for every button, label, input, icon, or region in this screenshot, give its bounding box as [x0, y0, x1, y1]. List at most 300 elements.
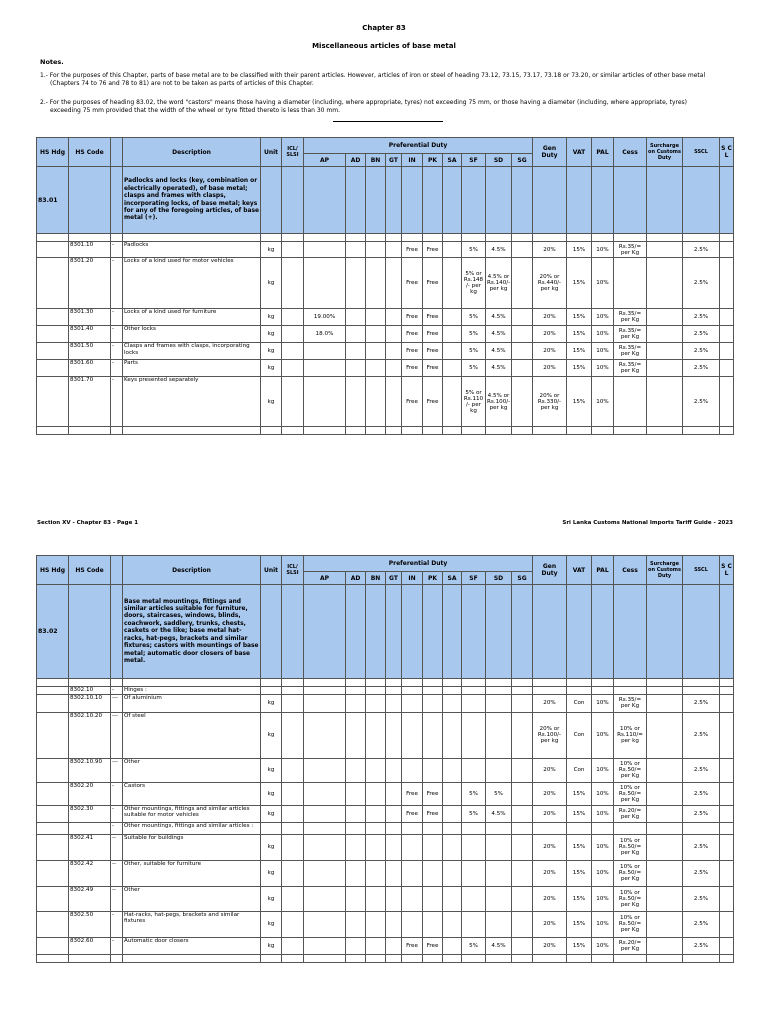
- dash-level: -: [111, 377, 123, 427]
- bn-duty: [366, 911, 386, 937]
- hs-hdg-cell: [37, 834, 69, 860]
- spacer-cell: [486, 679, 512, 687]
- ap-header: AP: [304, 154, 346, 167]
- gen-duty: 20%: [533, 860, 567, 886]
- sd-duty: [486, 886, 512, 911]
- header-row-1: [37, 138, 734, 154]
- pal: 10%: [592, 360, 614, 377]
- bn-duty: [366, 242, 386, 258]
- heading-empty-cell: [683, 167, 720, 234]
- in-duty: Free: [402, 937, 423, 954]
- ad-header: AD: [346, 154, 366, 167]
- unit: kg: [261, 309, 282, 326]
- item-description: Hat-racks, hat-pegs, brackets and similar fixtures: [123, 911, 261, 937]
- hs-hdg-cell: [37, 911, 69, 937]
- pk-duty: Free: [423, 360, 443, 377]
- hs-hdg-cell: [37, 687, 69, 695]
- sa-duty: [443, 309, 462, 326]
- gt-header: GT: [386, 572, 402, 585]
- surcharge: [647, 258, 683, 309]
- spacer-cell: [111, 679, 123, 687]
- icl-slsi: [282, 860, 304, 886]
- vat: 15%: [567, 937, 592, 954]
- table-row: [37, 822, 734, 834]
- heading-empty-cell: [423, 167, 443, 234]
- sg-duty: [512, 822, 533, 834]
- heading-empty-cell: [533, 167, 567, 234]
- hs-hdg-cell: [37, 694, 69, 712]
- dash-level: --: [111, 860, 123, 886]
- sscl: 2.5%: [683, 712, 720, 758]
- description-header: Description: [123, 138, 261, 167]
- pk-duty: Free: [423, 242, 443, 258]
- spacer-cell: [346, 234, 366, 242]
- vat: 15%: [567, 343, 592, 360]
- ap-duty: [304, 242, 346, 258]
- ad-duty: [346, 937, 366, 954]
- spacer-cell: [282, 427, 304, 435]
- ad-duty: [346, 687, 366, 695]
- sd-duty: 4.5%: [486, 937, 512, 954]
- surcharge: [647, 758, 683, 782]
- unit: kg: [261, 911, 282, 937]
- spacer-cell: [386, 427, 402, 435]
- surcharge: [647, 309, 683, 326]
- icl-slsi: [282, 782, 304, 805]
- spacer-row: [37, 679, 734, 687]
- item-description: Locks of a kind used for motor vehicles: [123, 258, 261, 309]
- ad-duty: [346, 242, 366, 258]
- sa-duty: [443, 360, 462, 377]
- dash-level: --: [111, 834, 123, 860]
- sg-duty: [512, 782, 533, 805]
- hs-hdg-cell: [37, 326, 69, 343]
- sg-duty: [512, 242, 533, 258]
- sf-duty: [462, 860, 486, 886]
- unit: kg: [261, 860, 282, 886]
- bn-duty: [366, 712, 386, 758]
- sf-duty: [462, 822, 486, 834]
- heading-empty-cell: [533, 585, 567, 679]
- hs-hdg-cell: [37, 886, 69, 911]
- sg-duty: [512, 886, 533, 911]
- table-row: [37, 782, 734, 805]
- item-description: Hinges :: [123, 687, 261, 695]
- icl-slsi: [282, 360, 304, 377]
- item-description: Locks of a kind used for furniture: [123, 309, 261, 326]
- pk-duty: Free: [423, 258, 443, 309]
- gt-duty: [386, 937, 402, 954]
- dash-level: ---: [111, 712, 123, 758]
- sf-duty: 5%: [462, 309, 486, 326]
- item-description: Other: [123, 886, 261, 911]
- gt-duty: [386, 309, 402, 326]
- heading-description: Base metal mountings, fittings and similar articles suitable for furniture, doors, staircases, windows, blinds, coachwork, saddlery, trunks, chests, caskets or the like; base metal hat-racks, hat-pegs, brackets and similar fixtures; castors with mountings of base metal; automatic door closers of base metal.: [123, 585, 261, 679]
- spacer-cell: [512, 234, 533, 242]
- hs-hdg-cell: [37, 343, 69, 360]
- unit: kg: [261, 834, 282, 860]
- cess: [614, 822, 647, 834]
- sg-duty: [512, 937, 533, 954]
- end-spacer-row: [37, 427, 734, 435]
- hs-code-header: HS Code: [69, 556, 111, 585]
- sa-duty: [443, 687, 462, 695]
- spacer-cell: [304, 954, 346, 962]
- hs-code: 8302.50: [69, 911, 111, 937]
- dash-level: -: [111, 360, 123, 377]
- gen-duty: 20% or Rs.440/- per kg: [533, 258, 567, 309]
- sa-duty: [443, 758, 462, 782]
- table-row: [37, 242, 734, 258]
- sa-duty: [443, 860, 462, 886]
- cess-header: Cess: [614, 556, 647, 585]
- vat: 15%: [567, 377, 592, 427]
- table-heading-row: [37, 585, 734, 687]
- sa-header: SA: [443, 154, 462, 167]
- unit: kg: [261, 886, 282, 911]
- pal: 10%: [592, 694, 614, 712]
- spacer-cell: [592, 679, 614, 687]
- pal: 10%: [592, 860, 614, 886]
- sd-duty: [486, 758, 512, 782]
- heading-empty-cell: [614, 167, 647, 234]
- table-row: [37, 326, 734, 343]
- scl: [720, 758, 734, 782]
- ap-duty: [304, 712, 346, 758]
- table-header: [37, 556, 734, 585]
- vat: [567, 822, 592, 834]
- sd-duty: [486, 822, 512, 834]
- gen-duty: 20%: [533, 343, 567, 360]
- description-header: Description: [123, 556, 261, 585]
- spacer-cell: [720, 679, 734, 687]
- sf-duty: [462, 687, 486, 695]
- sd-duty: 4.5%: [486, 805, 512, 822]
- pal: 10%: [592, 805, 614, 822]
- hs-hdg-cell: [37, 758, 69, 782]
- vat: 15%: [567, 309, 592, 326]
- hs-code: 8302.41: [69, 834, 111, 860]
- hs-code: 8302.49: [69, 886, 111, 911]
- sa-duty: [443, 694, 462, 712]
- table-row: [37, 805, 734, 822]
- scl: [720, 782, 734, 805]
- note-1-line-1: 1.- For the purposes of this Chapter, parts of base metal are to be classified with their parent articles. However, articles of iron or steel of heading 73.12, 73.15, 73.17, 73.18 or 73.20, or similar articles of other base metal: [40, 72, 706, 79]
- surcharge-header: Surcharge on Customs Duty: [647, 556, 683, 585]
- hs-code: 8301.50: [69, 343, 111, 360]
- spacer-cell: [111, 427, 123, 435]
- pal: 10%: [592, 326, 614, 343]
- scl: [720, 937, 734, 954]
- sd-duty: [486, 687, 512, 695]
- unit: kg: [261, 360, 282, 377]
- bn-duty: [366, 258, 386, 309]
- spacer-cell: [567, 234, 592, 242]
- sf-duty: 5%: [462, 360, 486, 377]
- hs-code: 8301.10: [69, 242, 111, 258]
- bn-duty: [366, 860, 386, 886]
- ad-duty: [346, 360, 366, 377]
- gt-duty: [386, 886, 402, 911]
- preferential-duty-header: Preferential Duty: [304, 556, 533, 572]
- heading-code-cell: [69, 167, 111, 234]
- unit: kg: [261, 712, 282, 758]
- heading-empty-cell: [282, 167, 304, 234]
- icl-slsi: [282, 937, 304, 954]
- bn-duty: [366, 822, 386, 834]
- table-row: [37, 886, 734, 911]
- heading-empty-cell: [720, 585, 734, 679]
- heading-empty-cell: [443, 585, 462, 679]
- gen-duty: 20%: [533, 782, 567, 805]
- sscl: 2.5%: [683, 360, 720, 377]
- pk-duty: Free: [423, 805, 443, 822]
- spacer-cell: [366, 234, 386, 242]
- ad-duty: [346, 834, 366, 860]
- spacer-cell: [567, 679, 592, 687]
- sscl: 2.5%: [683, 834, 720, 860]
- spacer-cell: [592, 954, 614, 962]
- ap-header: AP: [304, 572, 346, 585]
- pk-duty: [423, 712, 443, 758]
- spacer-cell: [443, 679, 462, 687]
- spacer-cell: [261, 954, 282, 962]
- hs-hdg-cell: [37, 242, 69, 258]
- table-row: [37, 360, 734, 377]
- spacer-cell: [111, 954, 123, 962]
- spacer-cell: [423, 679, 443, 687]
- ad-duty: [346, 309, 366, 326]
- spacer-cell: [592, 234, 614, 242]
- sscl: [683, 822, 720, 834]
- pk-duty: Free: [423, 343, 443, 360]
- surcharge: [647, 911, 683, 937]
- sg-duty: [512, 687, 533, 695]
- vat: 15%: [567, 911, 592, 937]
- hs-code: 8302.30: [69, 805, 111, 822]
- bn-duty: [366, 758, 386, 782]
- cess: Rs.20/= per Kg: [614, 937, 647, 954]
- ad-duty: [346, 886, 366, 911]
- scl: [720, 834, 734, 860]
- spacer-cell: [123, 679, 261, 687]
- sg-duty: [512, 258, 533, 309]
- heading-empty-cell: [304, 585, 346, 679]
- dash-level: -: [111, 782, 123, 805]
- sscl-header: SSCL: [683, 556, 720, 585]
- hs-hdg-cell: [37, 805, 69, 822]
- in-duty: [402, 694, 423, 712]
- surcharge: [647, 694, 683, 712]
- unit: [261, 822, 282, 834]
- in-header: IN: [402, 154, 423, 167]
- gt-duty: [386, 258, 402, 309]
- sf-duty: [462, 712, 486, 758]
- heading-empty-cell: [346, 585, 366, 679]
- sd-duty: [486, 712, 512, 758]
- spacer-cell: [720, 954, 734, 962]
- hs-hdg-cell: [37, 937, 69, 954]
- spacer-cell: [111, 234, 123, 242]
- bn-duty: [366, 309, 386, 326]
- gen-duty-header: Gen Duty: [533, 138, 567, 167]
- cess: Rs.35/= per Kg: [614, 242, 647, 258]
- surcharge: [647, 242, 683, 258]
- in-duty: Free: [402, 242, 423, 258]
- scl: [720, 687, 734, 695]
- dash-level: -: [111, 242, 123, 258]
- ad-duty: [346, 782, 366, 805]
- sa-duty: [443, 343, 462, 360]
- gt-duty: [386, 377, 402, 427]
- vat: 15%: [567, 782, 592, 805]
- spacer-cell: [720, 427, 734, 435]
- heading-number: 83.01: [37, 167, 69, 234]
- gen-duty: 20%: [533, 805, 567, 822]
- sd-duty: [486, 860, 512, 886]
- heading-empty-cell: [366, 585, 386, 679]
- in-duty: Free: [402, 805, 423, 822]
- heading-empty-cell: [592, 585, 614, 679]
- in-duty: Free: [402, 258, 423, 309]
- dash-level: ---: [111, 694, 123, 712]
- ap-duty: [304, 694, 346, 712]
- dash-level: -: [111, 258, 123, 309]
- pal: 10%: [592, 242, 614, 258]
- table-row: [37, 911, 734, 937]
- spacer-cell: [462, 954, 486, 962]
- sf-duty: 5%: [462, 782, 486, 805]
- dash-level: -: [111, 822, 123, 834]
- hs-code-header: HS Code: [69, 138, 111, 167]
- heading-empty-cell: [366, 167, 386, 234]
- gen-duty: [533, 687, 567, 695]
- pk-duty: [423, 687, 443, 695]
- surcharge: [647, 937, 683, 954]
- gt-duty: [386, 834, 402, 860]
- bn-duty: [366, 805, 386, 822]
- sa-duty: [443, 712, 462, 758]
- cess: Rs.35/= per Kg: [614, 360, 647, 377]
- ad-duty: [346, 326, 366, 343]
- vat: 15%: [567, 805, 592, 822]
- unit: kg: [261, 937, 282, 954]
- surcharge-header: Surcharge on Customs Duty: [647, 138, 683, 167]
- in-duty: [402, 712, 423, 758]
- cess: 10% or Rs.50/= per Kg: [614, 834, 647, 860]
- sd-duty: [486, 911, 512, 937]
- spacer-cell: [69, 427, 111, 435]
- sg-header: SG: [512, 154, 533, 167]
- spacer-cell: [123, 427, 261, 435]
- dash-level: -: [111, 343, 123, 360]
- sa-duty: [443, 886, 462, 911]
- heading-empty-cell: [386, 167, 402, 234]
- ap-duty: [304, 822, 346, 834]
- spacer-cell: [69, 954, 111, 962]
- spacer-cell: [282, 954, 304, 962]
- sf-header: SF: [462, 572, 486, 585]
- icl-slsi-header: ICL/ SLSI: [282, 138, 304, 167]
- spacer-cell: [346, 427, 366, 435]
- sg-duty: [512, 309, 533, 326]
- vat: 15%: [567, 860, 592, 886]
- pk-header: PK: [423, 572, 443, 585]
- pk-duty: Free: [423, 782, 443, 805]
- item-description: Of aluminium: [123, 694, 261, 712]
- unit: kg: [261, 758, 282, 782]
- vat: [567, 687, 592, 695]
- vat: 15%: [567, 258, 592, 309]
- unit: kg: [261, 377, 282, 427]
- sd-duty: 4.5% or Rs.100/- per kg: [486, 377, 512, 427]
- dash-level: ---: [111, 758, 123, 782]
- hs-code: 8301.60: [69, 360, 111, 377]
- icl-slsi: [282, 694, 304, 712]
- dash-level: -: [111, 326, 123, 343]
- hs-code: [69, 822, 111, 834]
- table-row: [37, 687, 734, 695]
- spacer-cell: [567, 427, 592, 435]
- ad-duty: [346, 343, 366, 360]
- surcharge: [647, 886, 683, 911]
- sf-duty: [462, 758, 486, 782]
- icl-slsi: [282, 822, 304, 834]
- gt-duty: [386, 326, 402, 343]
- pk-duty: Free: [423, 937, 443, 954]
- notes-separator: [333, 121, 443, 122]
- hs-code: 8302.10.90: [69, 758, 111, 782]
- heading-empty-cell: [402, 167, 423, 234]
- dash-level: -: [111, 687, 123, 695]
- ad-duty: [346, 911, 366, 937]
- item-description: Padlocks: [123, 242, 261, 258]
- scl: [720, 822, 734, 834]
- unit: kg: [261, 805, 282, 822]
- gt-duty: [386, 782, 402, 805]
- sg-duty: [512, 712, 533, 758]
- bn-header: BN: [366, 572, 386, 585]
- sg-duty: [512, 326, 533, 343]
- spacer-cell: [614, 679, 647, 687]
- spacer-cell: [402, 954, 423, 962]
- heading-empty-cell: [462, 167, 486, 234]
- sscl: 2.5%: [683, 258, 720, 309]
- spacer-cell: [647, 954, 683, 962]
- scl: [720, 860, 734, 886]
- spacer-cell: [69, 679, 111, 687]
- spacer-cell: [37, 954, 69, 962]
- heading-empty-cell: [592, 167, 614, 234]
- heading-empty-cell: [443, 167, 462, 234]
- heading-dash-cell: [111, 167, 123, 234]
- heading-empty-cell: [462, 585, 486, 679]
- spacer-cell: [282, 234, 304, 242]
- item-description: Keys presented separately: [123, 377, 261, 427]
- note-2: [40, 99, 730, 115]
- heading-empty-cell: [346, 167, 366, 234]
- ad-duty: [346, 860, 366, 886]
- surcharge: [647, 377, 683, 427]
- cess-header: Cess: [614, 138, 647, 167]
- pal-header: PAL: [592, 556, 614, 585]
- spacer-cell: [614, 954, 647, 962]
- hs-code: 8302.60: [69, 937, 111, 954]
- note-2-line-1: 2.- For the purposes of heading 83.02, the word "castors" means those having a diameter (including, where appropriate, tyres) not exceeding 75 mm, or those having a diameter (including, where appropriate, tyres): [40, 99, 688, 106]
- sscl: 2.5%: [683, 758, 720, 782]
- pal: 10%: [592, 758, 614, 782]
- sd-duty: [486, 694, 512, 712]
